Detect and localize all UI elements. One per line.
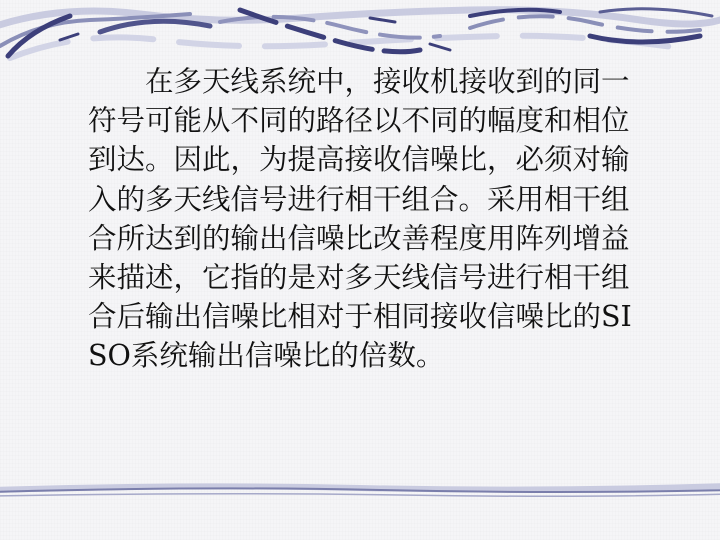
footer-wave-thin xyxy=(0,494,720,497)
wave-stroke-light xyxy=(10,36,680,58)
decorative-wave-header xyxy=(0,0,720,70)
decorative-wave-footer xyxy=(0,480,720,510)
body-paragraph: 在多天线系统中，接收机接收到的同一符号可能从不同的路径以不同的幅度和相位到达。因此，为提高接收信噪比，必须对输入的多天线信号进行相干组合。采用相干组合所达到的输出信噪比改善程度用阵列增益来描述，它指的是对多天线信号进行相干组合后输出信噪比相对于相同接收信噪比的SISO系统输出信噪比的倍数。 xyxy=(88,65,632,373)
wave-stroke-dark xyxy=(100,21,210,32)
wave-stroke-dark xyxy=(590,36,700,42)
